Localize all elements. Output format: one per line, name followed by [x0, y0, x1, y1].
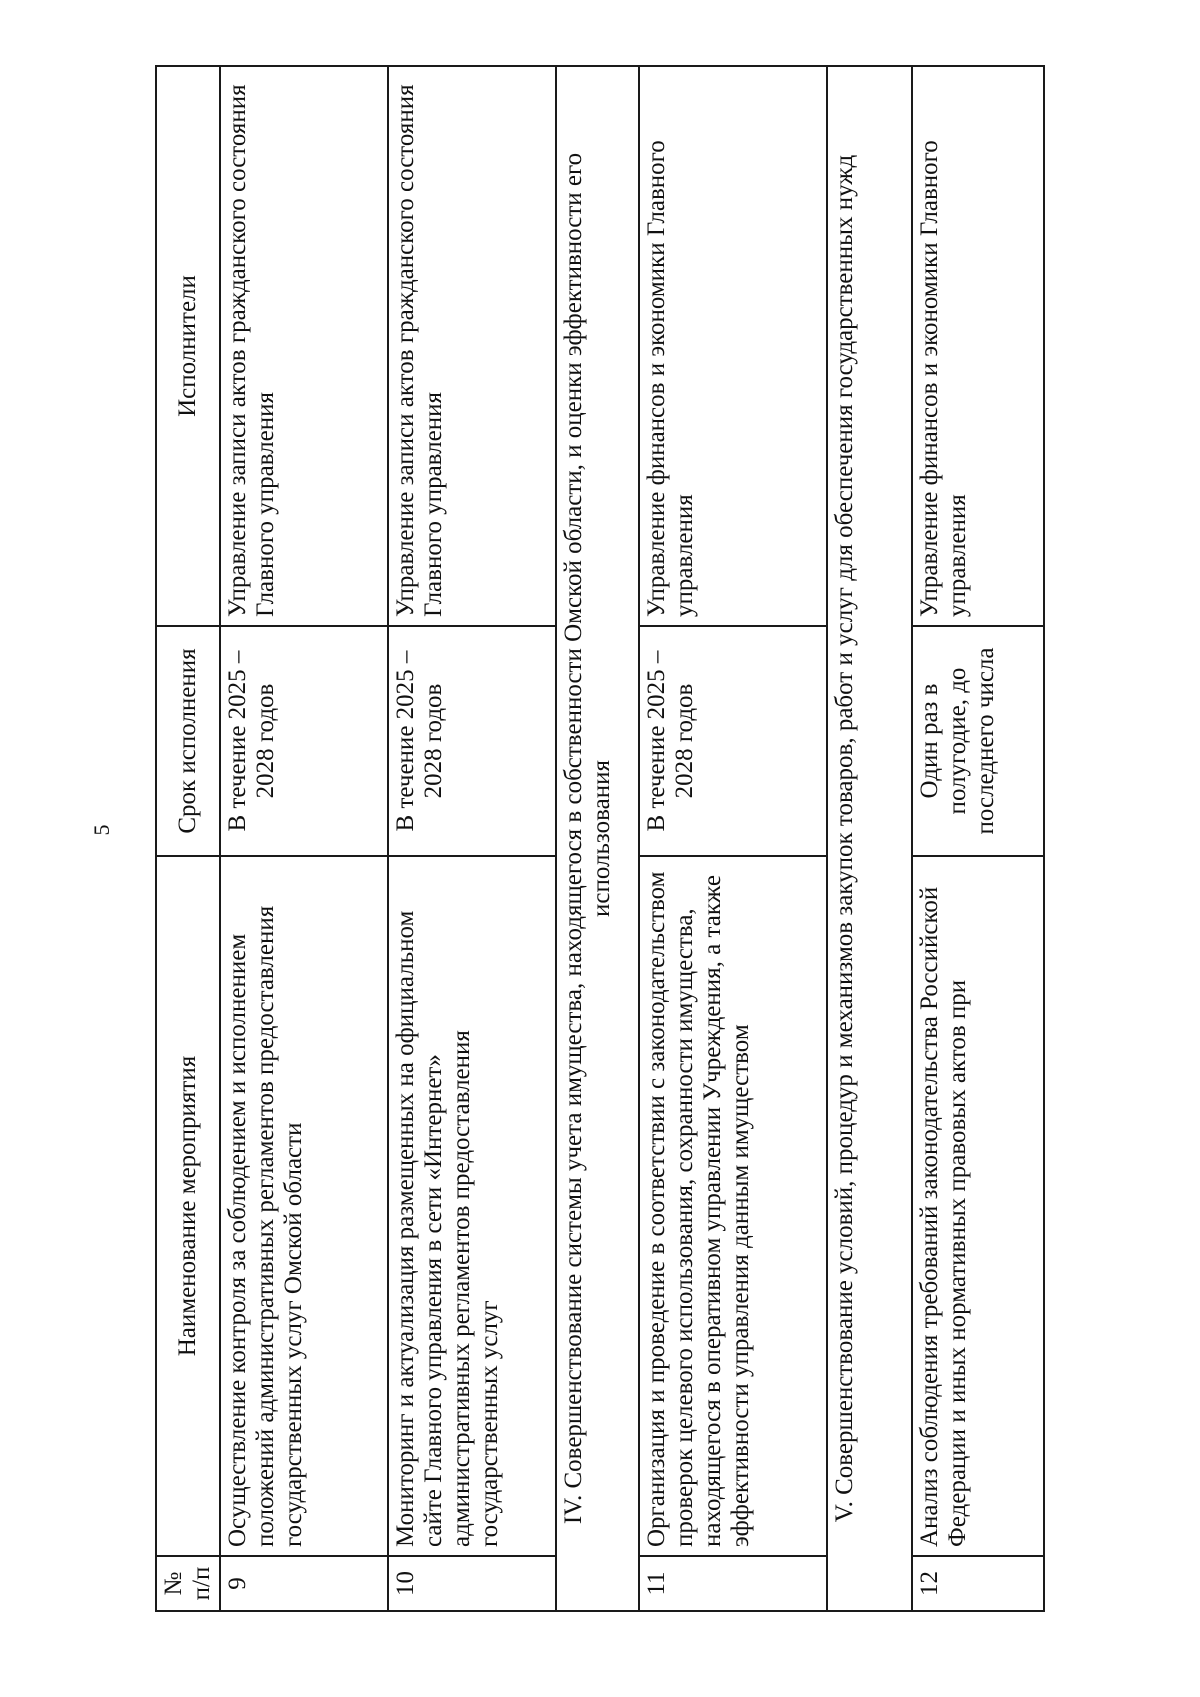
row-term: Один раз в полугодие, до последнего числа — [912, 626, 1044, 856]
table-row — [639, 66, 827, 1611]
measures-table — [155, 65, 1045, 1612]
row-name: Мониторинг и актуализация размещенных на официальном сайте Главного управления в сети «Интернет» административных регламентов предоставления государственных услуг — [388, 856, 556, 1556]
row-name: Осуществление контроля за соблюдением и исполнением положений административных регламентов предоставления государственных услуг Омской области — [220, 856, 388, 1556]
section-5-title: V. Совершенствование условий, процедур и механизмов закупок товаров, работ и услуг для обеспечения государственных нужд — [827, 66, 912, 1611]
table-row — [912, 66, 1044, 1611]
page-number: 5 — [89, 824, 114, 836]
row-name: Организация и проведение в соответствии с законодательством проверок целевого использования, сохранности имущества, находящегося в оперативном управлении Учреждения, а также эффективности управления данным имуществом — [639, 856, 827, 1556]
row-executors: Управление записи актов гражданского состояния Главного управления — [388, 66, 556, 626]
section-4-title: IV. Совершенствование системы учета имущества, находящегося в собственности Омской области, и оценки эффективности его использования — [556, 66, 639, 1611]
table-header-row — [156, 66, 220, 1611]
table-row — [388, 66, 556, 1611]
row-term: В течение 2025 – 2028 годов — [220, 626, 388, 856]
header-name: Наименование мероприятия — [156, 856, 220, 1556]
row-num: 11 — [639, 1556, 827, 1611]
section-heading-row — [827, 66, 912, 1611]
header-num: № п/п — [156, 1556, 220, 1611]
row-num: 9 — [220, 1556, 388, 1611]
row-executors: Управление записи актов гражданского состояния Главного управления — [220, 66, 388, 626]
row-term: В течение 2025 – 2028 годов — [388, 626, 556, 856]
row-num: 12 — [912, 1556, 1044, 1611]
section-heading-row — [556, 66, 639, 1611]
row-name: Анализ соблюдения требований законодательства Российской Федерации и иных нормативных правовых актов при — [912, 856, 1044, 1556]
row-num: 10 — [388, 1556, 556, 1611]
header-executors: Исполнители — [156, 66, 220, 626]
row-term: В течение 2025 – 2028 годов — [639, 626, 827, 856]
table-row — [220, 66, 388, 1611]
rotated-table-sheet — [155, 67, 1029, 1612]
row-executors: Управление финансов и экономики Главного управления — [639, 66, 827, 626]
header-term: Срок исполнения — [156, 626, 220, 856]
row-executors: Управление финансов и экономики Главного управления — [912, 66, 1044, 626]
